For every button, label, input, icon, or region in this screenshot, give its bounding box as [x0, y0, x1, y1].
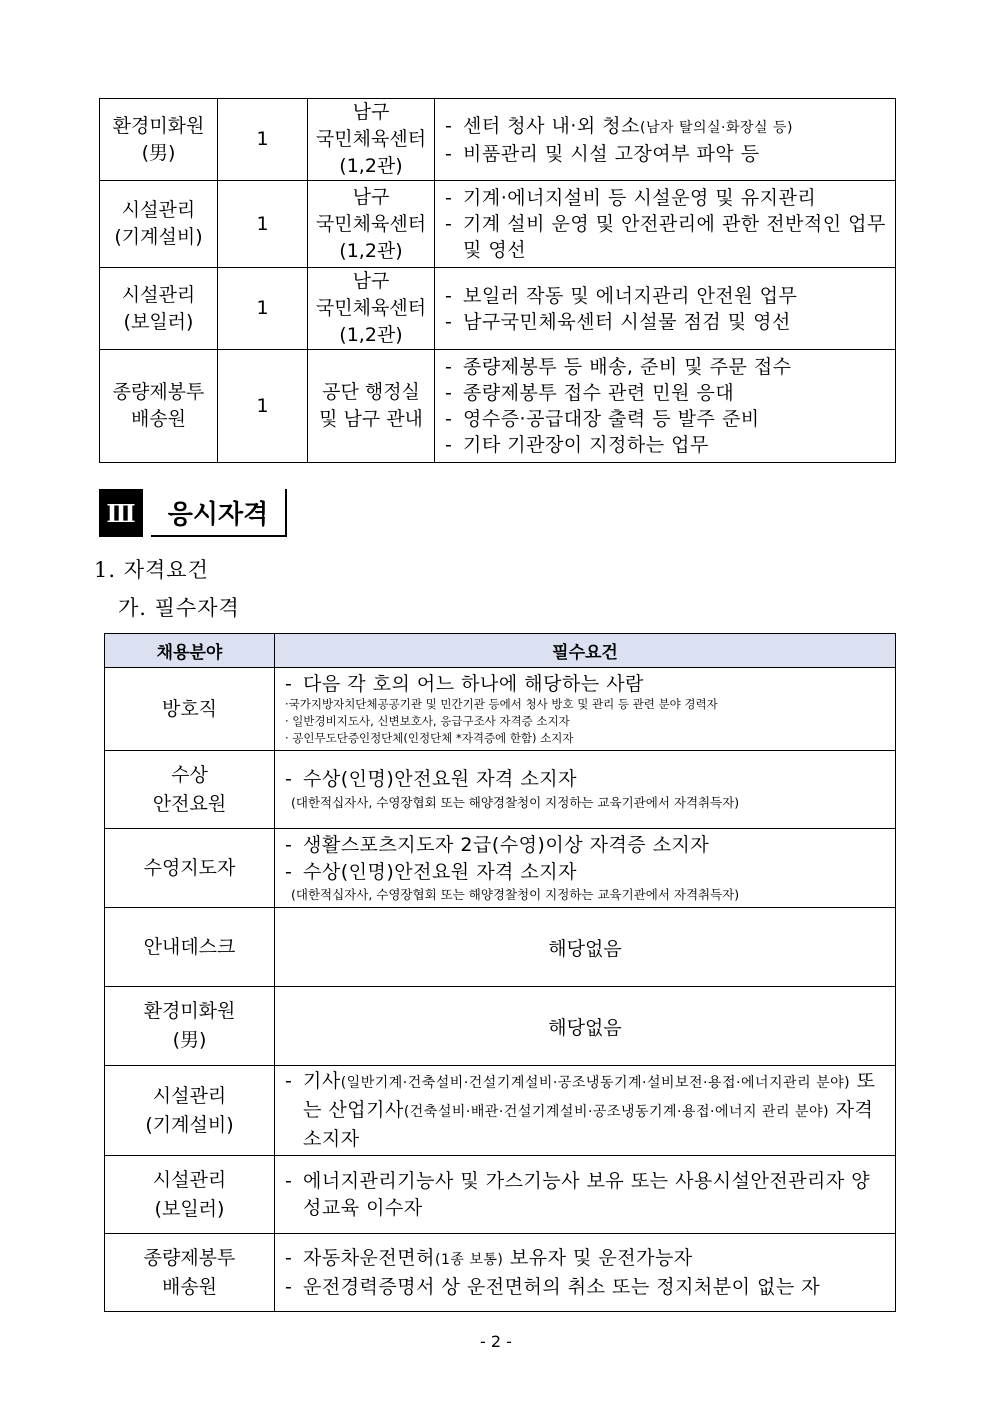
req-row — [105, 668, 896, 751]
req-row — [105, 1066, 896, 1156]
req-row — [105, 987, 896, 1066]
req-main-text: 운전경력증명서 상 운전면허의 취소 또는 정지처분이 없는 자 — [303, 1275, 821, 1298]
duty-count: 1 — [218, 181, 308, 268]
duty-item: - 종량제봉투 접수 관련 민원 응대 — [445, 382, 735, 404]
req-field: 시설관리 (보일러) — [105, 1156, 275, 1234]
duty-row — [100, 268, 896, 350]
req-detail: - 기사(일반기계·건축설비·건설기계설비·공조냉동기계·설비보전·용접·에너지관리 분야) 또는 산업기사(건축설비·배관·건설기계설비·공조냉동기계·용접·에너지 관리 분야) 자격 소지자 — [275, 1066, 896, 1156]
duty-table — [99, 98, 896, 463]
req-row — [105, 829, 896, 908]
page-number: - 2 - — [480, 1332, 512, 1351]
section-title: 응시자격 — [151, 489, 287, 537]
duty-item: - 기계·에너지설비 등 시설운영 및 유지관리 — [445, 187, 817, 209]
req-field: 수상 안전요원 — [105, 751, 275, 829]
duty-description — [435, 268, 896, 350]
duty-item: - 센터 청사 내·외 청소(남자 탈의실·화장실 등) — [445, 114, 793, 137]
duty-description — [435, 181, 896, 268]
requirements-table — [104, 633, 896, 1312]
req-main-text: 수상(인명)안전요원 자격 소지자 — [303, 861, 578, 883]
req-main-text: 생활스포츠지도자 2급(수영)이상 자격증 소지자 — [303, 834, 710, 856]
req-field: 수영지도자 — [105, 829, 275, 908]
duty-count: 1 — [218, 268, 308, 350]
duty-item: - 기타 기관장이 지정하는 업무 — [445, 434, 709, 456]
duty-row — [100, 99, 896, 181]
duty-place: 공단 행정실 및 남구 관내 — [308, 350, 435, 463]
duty-item: - 종량제봉투 등 배송, 준비 및 주문 접수 — [445, 356, 792, 378]
req-sub-item: ·국가지방자치단체공공기관 및 민간기관 등에서 청사 방호 및 관리 등 관련 분야 경력자 — [285, 696, 718, 711]
heading-qualification: 1. 자격요건 — [94, 558, 209, 582]
req-row — [105, 1156, 896, 1234]
req-row — [105, 908, 896, 987]
duty-title: 환경미화원 (男) — [100, 99, 218, 181]
req-row — [105, 1234, 896, 1312]
req-row — [105, 751, 896, 829]
section-number: Ⅲ — [99, 489, 143, 537]
duty-item: - 비품관리 및 시설 고장여부 파악 등 — [445, 142, 760, 165]
duty-item: - 남구국민체육센터 시설물 점검 및 영선 — [445, 310, 791, 333]
req-col-requirement: 필수요건 — [275, 634, 896, 668]
req-header-row — [105, 634, 896, 668]
heading-required: 가. 필수자격 — [118, 596, 240, 620]
duty-place: 남구 국민체육센터 (1,2관) — [308, 268, 435, 350]
req-field: 시설관리 (기계설비) — [105, 1066, 275, 1156]
req-field: 안내데스크 — [105, 908, 275, 987]
req-col-field: 채용분야 — [105, 634, 275, 668]
req-main-text: 자동차운전면허(1종 보통) 보유자 및 운전가능자 — [303, 1246, 693, 1269]
req-sub-item: · 일반경비지도사, 신변보호사, 응급구조사 자격증 소지자 — [285, 713, 570, 728]
req-detail: - 에너지관리기능사 및 가스기능사 보유 또는 사용시설안전관리자 양성교육 이수자 — [275, 1156, 896, 1234]
duty-item: - 영수증·공급대장 출력 등 발주 준비 — [445, 408, 760, 430]
duty-title: 시설관리 (기계설비) — [100, 181, 218, 268]
duty-item: - 기계 설비 운영 및 안전관리에 관한 전반적인 업무 및 영선 — [445, 213, 886, 261]
duty-title: 종량제봉투 배송원 — [100, 350, 218, 463]
req-main-text: 기사(일반기계·건축설비·건설기계설비·공조냉동기계·설비보전·용접·에너지관리 분야) 또는 산업기사(건축설비·배관·건설기계설비·공조냉동기계·용접·에너지 관리 분야) 자격 소지자 — [303, 1070, 876, 1150]
duty-count: 1 — [218, 350, 308, 463]
duty-place: 남구 국민체육센터 (1,2관) — [308, 181, 435, 268]
req-sub-item: · 공인무도단증인정단체(인정단체 *자격증에 한함) 소지자 — [285, 730, 574, 745]
duty-place: 남구 국민체육센터 (1,2관) — [308, 99, 435, 181]
duty-count: 1 — [218, 99, 308, 181]
req-field: 종량제봉투 배송원 — [105, 1234, 275, 1312]
duty-title: 시설관리 (보일러) — [100, 268, 218, 350]
req-main-text: 에너지관리기능사 및 가스기능사 보유 또는 사용시설안전관리자 양성교육 이수자 — [303, 1169, 871, 1219]
req-field: 환경미화원 (男) — [105, 987, 275, 1066]
duty-description — [435, 350, 896, 463]
req-detail: - 생활스포츠지도자 2급(수영)이상 자격증 소지자 - 수상(인명)안전요원 자격 소지자 (대한적십자사, 수영장협회 또는 해양경찰청이 지정하는 교육기관에서 자격취득자) — [275, 829, 896, 908]
req-field: 방호직 — [105, 668, 275, 751]
req-note: (대한적십자사, 수영장협회 또는 해양경찰청이 지정하는 교육기관에서 자격취득자) — [291, 795, 740, 810]
duty-row — [100, 350, 896, 463]
duty-description — [435, 99, 896, 181]
req-detail: - 자동차운전면허(1종 보통) 보유자 및 운전가능자 - 운전경력증명서 상 운전면허의 취소 또는 정지처분이 없는 자 — [275, 1234, 896, 1312]
duty-item: - 보일러 작동 및 에너지관리 안전원 업무 — [445, 284, 798, 307]
req-detail: - 다음 각 호의 어느 하나에 해당하는 사람 ·국가지방자치단체공공기관 및 민간기관 등에서 청사 방호 및 관리 등 관련 분야 경력자 · 일반경비지도사, 신변보호사, 응급구조사 자격증 소지자 · 공인무도단증인정단체(인정단체 *자격증에 한함) 소지자 — [275, 668, 896, 751]
req-detail: 해당없음 — [275, 908, 896, 987]
duty-row — [100, 181, 896, 268]
req-main-text: 수상(인명)안전요원 자격 소지자 — [303, 768, 578, 790]
req-detail: - 수상(인명)안전요원 자격 소지자 (대한적십자사, 수영장협회 또는 해양경찰청이 지정하는 교육기관에서 자격취득자) — [275, 751, 896, 829]
req-detail: 해당없음 — [275, 987, 896, 1066]
req-main-text: 다음 각 호의 어느 하나에 해당하는 사람 — [303, 672, 644, 695]
req-note: (대한적십자사, 수영장협회 또는 해양경찰청이 지정하는 교육기관에서 자격취득자) — [291, 887, 740, 902]
